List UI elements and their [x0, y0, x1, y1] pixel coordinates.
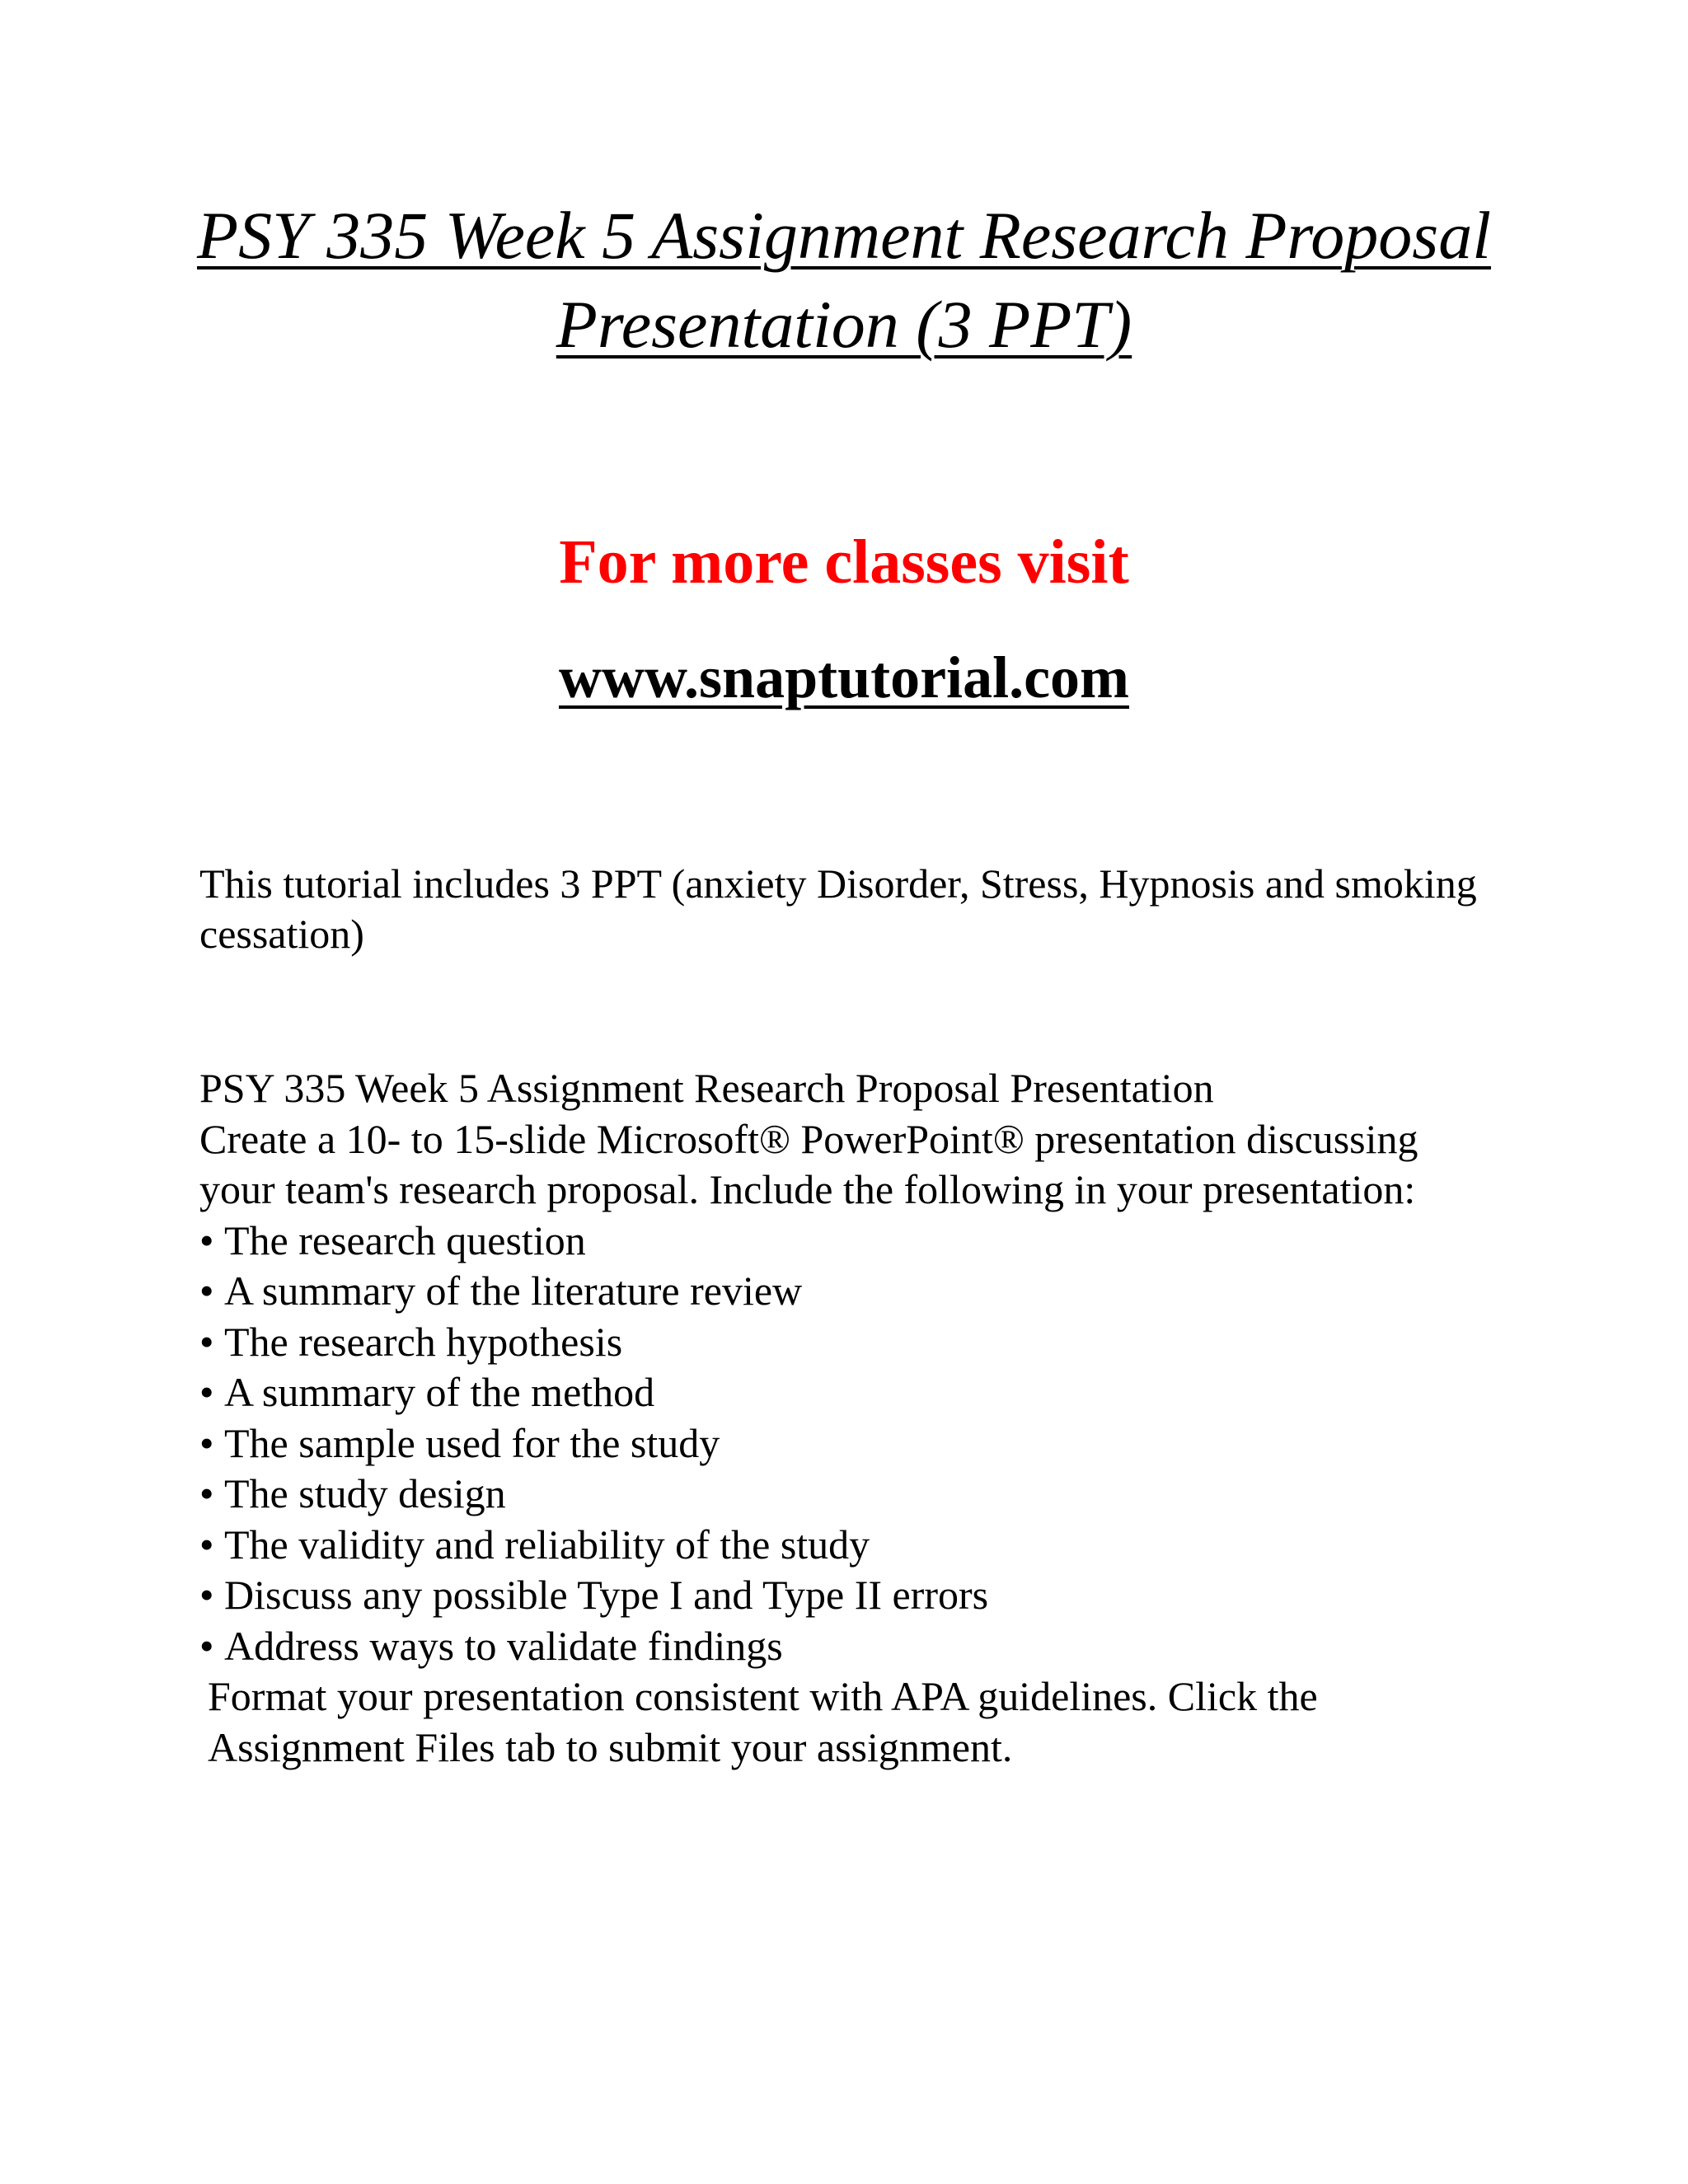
website-link[interactable]: www.snaptutorial.com [558, 644, 1129, 710]
visit-callout: For more classes visit [559, 527, 1129, 597]
list-item: • The validity and reliability of the study [199, 1520, 1502, 1571]
list-item: • The sample used for the study [199, 1418, 1502, 1469]
assignment-instructions: Create a 10- to 15-slide Microsoft® PowerPoint® presentation discussing your team's research proposal. Include the following in your presentation: [199, 1115, 1418, 1212]
intro-paragraph: This tutorial includes 3 PPT (anxiety Disorder, Stress, Hypnosis and smoking cessation) [199, 860, 1477, 957]
list-item: • A summary of the literature review [199, 1266, 1502, 1317]
list-item: • The research hypothesis [199, 1317, 1502, 1368]
list-item: • The research question [199, 1216, 1502, 1267]
list-item: • The study design [199, 1469, 1502, 1520]
assignment-heading: PSY 335 Week 5 Assignment Research Proposal Presentation [199, 1065, 1214, 1111]
requirements-list [199, 1216, 1502, 1672]
list-item: • Discuss any possible Type I and Type II errors [199, 1570, 1502, 1621]
list-item: • Address ways to validate findings [199, 1621, 1502, 1672]
document-title [124, 191, 1564, 369]
list-item: • A summary of the method [199, 1367, 1502, 1418]
assignment-body [199, 1063, 1502, 1773]
document-title-text: PSY 335 Week 5 Assignment Research Proposal Presentation (3 PPT) [197, 198, 1491, 362]
closing-paragraph: Format your presentation consistent with APA guidelines. Click the Assignment Files tab to submit your assignment. [208, 1673, 1318, 1770]
